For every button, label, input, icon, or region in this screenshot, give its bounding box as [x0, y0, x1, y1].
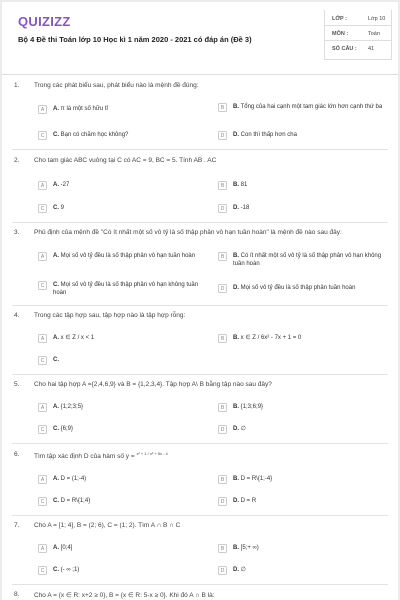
question-text: Trong các phát biểu sau, phát biểu nào là mệnh đề đúng: — [34, 82, 199, 89]
option-text: B. Tổng của hai cạnh một tam giác lớn hơn cạnh thứ ba — [233, 104, 383, 110]
option-letter-box: C — [38, 566, 47, 575]
option-text: D. Mọi số vô tỷ đều là số thập phân tuần hoàn — [233, 285, 356, 291]
option-letter-box: D — [218, 204, 227, 213]
option-a[interactable] — [38, 104, 208, 118]
question-number: 5. — [14, 381, 20, 388]
question-divider — [12, 374, 388, 375]
option-c[interactable] — [38, 203, 208, 217]
option-letter-box: B — [218, 475, 227, 484]
option-letter-box: D — [218, 566, 227, 575]
question-text: Cho A = {x ∈ R: x+2 ≥ 0}, B = {x ∈ R: 5-x ≥ 0}. Khi đó A ∩ B là: — [34, 592, 215, 599]
question-divider — [12, 584, 388, 585]
meta-row-class — [324, 12, 392, 26]
option-c[interactable] — [38, 280, 208, 294]
quizizz-logo: QUIZIZZ — [18, 14, 71, 29]
option-letter-box: B — [218, 103, 227, 112]
option-letter-box: A — [38, 544, 47, 553]
option-text: B. {1;3;6;9} — [233, 404, 264, 410]
question-divider — [12, 515, 388, 516]
option-text: B. Có ít nhất một số vô tỷ là số thập phân vô hạn không tuần hoàn — [233, 253, 382, 267]
option-letter-box: D — [218, 284, 227, 293]
option-text: C. (- ∞ ;1) — [53, 567, 80, 573]
option-letter-box: A — [38, 105, 47, 114]
option-text: D. D = R — [233, 498, 257, 504]
option-text: A. π là một số hữu tỉ — [53, 106, 108, 112]
option-a[interactable] — [38, 402, 208, 416]
question-text: Phủ định của mệnh đề "Có ít nhất một số vô tỷ là số thập phân vô hạn tuần hoàn" là mệnh đề nào sau đây: — [34, 229, 342, 236]
option-d[interactable] — [218, 283, 388, 297]
option-letter-box: B — [218, 544, 227, 553]
question-number: 6. — [14, 451, 20, 458]
option-text: D. Con thì thấp hơn cha — [233, 132, 297, 138]
option-text: C. — [53, 357, 59, 363]
option-d[interactable] — [218, 203, 388, 217]
question-number: 3. — [14, 229, 20, 236]
question-number: 4. — [14, 312, 20, 319]
meta-key: LỚP : — [332, 16, 347, 22]
option-b[interactable] — [218, 474, 388, 488]
question-text: Trong các tập hợp sau, tập hợp nào là tập hợp rỗng: — [34, 312, 186, 319]
question-number: 1. — [14, 82, 20, 89]
option-c[interactable] — [38, 496, 208, 510]
option-b[interactable] — [218, 543, 388, 557]
option-c[interactable] — [38, 130, 208, 144]
option-c[interactable] — [38, 424, 208, 438]
option-text: C. D = R\{1;4} — [53, 498, 91, 504]
option-text: A. [0;4] — [53, 545, 73, 551]
meta-value: Lớp 10 — [368, 16, 386, 22]
question-text: Cho hai tập hợp A ={2,4,6,9} và B = {1,2,3,4}. Tập hợp A\ B bằng tập nào sau đây? — [34, 381, 272, 388]
option-b[interactable] — [218, 333, 388, 347]
option-d[interactable] — [218, 424, 388, 438]
meta-key: MÔN : — [332, 31, 349, 37]
option-letter-box: C — [38, 425, 47, 434]
fraction-expression: x² + 1 / x² + 5x - 4 — [136, 451, 168, 456]
question-number: 7. — [14, 522, 20, 529]
option-letter-box: D — [218, 131, 227, 140]
question-text: Tìm tập xác định D của hàm số y = $^{x^2 + 1 / x^2 + 5x - 4}$ — [34, 451, 168, 461]
document-title: Bộ 4 Đề thi Toán lớp 10 Học kì 1 năm 2020 - 2021 có đáp án (Đề 3) — [18, 35, 252, 44]
option-letter-box: C — [38, 356, 47, 365]
option-c[interactable] — [38, 355, 208, 369]
option-text: D. ∅ — [233, 426, 246, 432]
option-b[interactable] — [218, 102, 388, 116]
option-letter-box: C — [38, 497, 47, 506]
option-text: B. x ∈ Z / 6x² - 7x + 1 = 0 — [233, 335, 302, 341]
option-text: A. x ∈ Z / x < 1 — [53, 335, 95, 341]
option-text: A. Mọi số vô tỷ đều là số thập phân vô hạn tuần hoàn — [53, 253, 196, 259]
option-letter-box: B — [218, 181, 227, 190]
meta-value: 41 — [368, 46, 375, 52]
option-d[interactable] — [218, 565, 388, 579]
option-text: C. Bạn có chăm học không? — [53, 132, 129, 138]
option-a[interactable] — [38, 474, 208, 488]
meta-key: SỐ CÂU : — [332, 46, 357, 52]
option-letter-box: A — [38, 181, 47, 190]
option-text: D. ∅ — [233, 567, 246, 573]
option-letter-box: D — [218, 497, 227, 506]
question-text: Cho tam giác ABC vuông tại C có AC = 9, BC = 5. Tính AB . AC — [34, 157, 217, 164]
question-divider — [12, 305, 388, 306]
meta-value: Toán — [368, 31, 380, 37]
option-text: A. {1;2;3;5} — [53, 404, 84, 410]
option-letter-box: C — [38, 281, 47, 290]
question-divider — [12, 443, 388, 444]
option-text: A. D = (1;-4) — [53, 476, 87, 482]
option-letter-box: C — [38, 131, 47, 140]
option-letter-box: A — [38, 403, 47, 412]
option-b[interactable] — [218, 180, 388, 194]
question-text: Cho A = [1; 4], B = (2; 6), C = (1; 2). Tìm A ∩ B ∩ C — [34, 522, 181, 529]
question-number: 2. — [14, 157, 20, 164]
option-letter-box: C — [38, 204, 47, 213]
option-text: B. 81 — [233, 182, 248, 188]
option-letter-box: B — [218, 403, 227, 412]
header-divider — [2, 74, 398, 75]
option-text: A. -27 — [53, 182, 70, 188]
meta-row-count — [324, 42, 392, 56]
option-a[interactable] — [38, 180, 208, 194]
option-a[interactable] — [38, 333, 208, 347]
option-letter-box: A — [38, 334, 47, 343]
document-page — [2, 2, 398, 600]
option-letter-box: A — [38, 475, 47, 484]
option-c[interactable] — [38, 565, 208, 579]
option-text: C. {6;9} — [53, 426, 74, 432]
option-text: C. Mọi số vô tỷ đều là số thập phân vô hạn không tuần hoàn — [53, 282, 199, 296]
option-letter-box: B — [218, 252, 227, 261]
option-b[interactable] — [218, 402, 388, 416]
question-divider — [12, 222, 388, 223]
meta-row-subject — [324, 27, 392, 41]
option-text: C. 9 — [53, 205, 65, 211]
question-number: 8. — [14, 591, 20, 598]
question-divider — [12, 149, 388, 150]
option-letter-box: D — [218, 425, 227, 434]
option-d[interactable] — [218, 496, 388, 510]
option-text: B. D = R\{1;-4} — [233, 476, 273, 482]
document-header — [2, 2, 398, 74]
option-text: D. -18 — [233, 205, 250, 211]
option-b[interactable] — [218, 251, 388, 265]
option-text: B. [5;+ ∞) — [233, 545, 259, 551]
option-a[interactable] — [38, 251, 208, 265]
option-letter-box: B — [218, 334, 227, 343]
option-a[interactable] — [38, 543, 208, 557]
option-letter-box: A — [38, 252, 47, 261]
option-d[interactable] — [218, 130, 388, 144]
